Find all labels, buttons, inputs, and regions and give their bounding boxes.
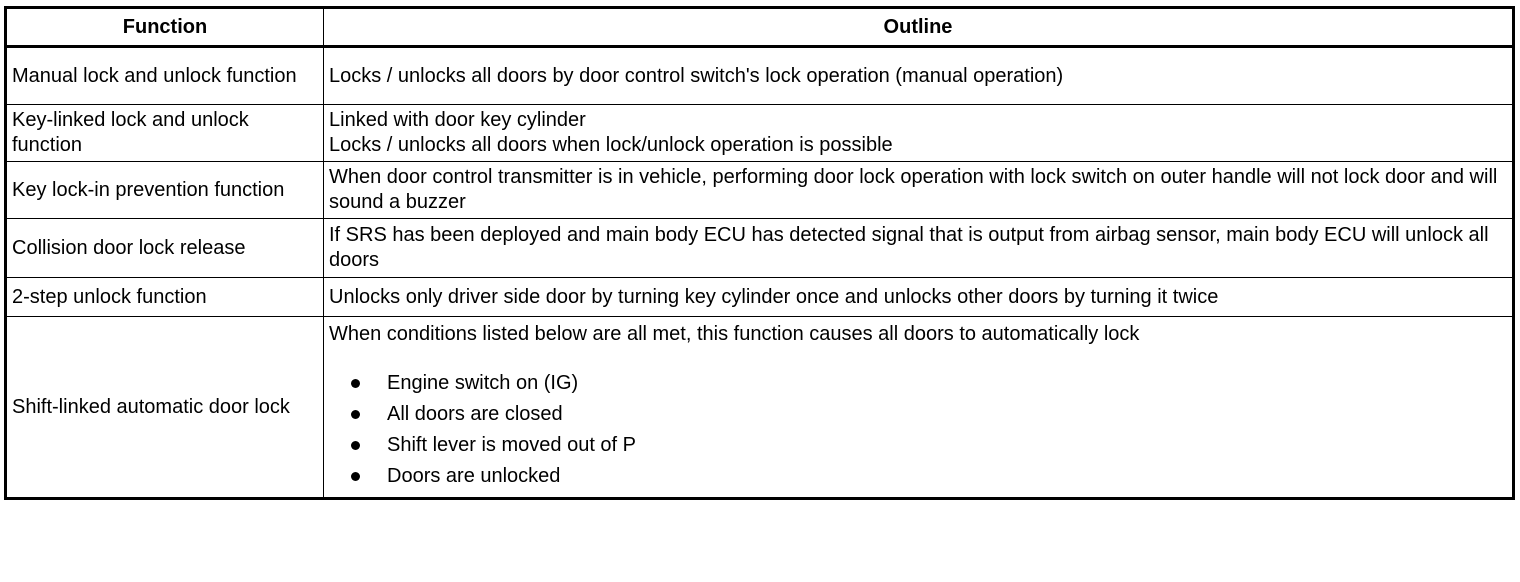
table-header-row: [6, 8, 1514, 47]
condition-text: All doors are closed: [387, 403, 563, 425]
table-row: [6, 219, 1514, 278]
outline-intro: When conditions listed below are all met, this function causes all doors to automatically lock: [329, 323, 1140, 345]
function-outline-table: [4, 6, 1515, 500]
function-cell: Shift-linked automatic door lock: [6, 317, 324, 499]
table-row: [6, 317, 1514, 499]
bullet-dot-icon: [351, 410, 360, 419]
function-column-header: Function: [6, 8, 324, 47]
list-item: [349, 399, 1507, 430]
outline-line: Unlocks only driver side door by turning key cylinder once and unlocks other doors by turning it twice: [329, 285, 1219, 308]
outline-line: Linked with door key cylinder: [329, 109, 586, 131]
outline-line: If SRS has been deployed and main body ECU has detected signal that is output from airbag sensor, main body ECU will unlock all doors: [329, 224, 1489, 271]
function-cell: 2-step unlock function: [6, 278, 324, 317]
outline-line: When door control transmitter is in vehicle, performing door lock operation with lock switch on outer handle will not lock door and will sound a buzzer: [329, 166, 1498, 213]
outline-cell: [324, 317, 1514, 499]
function-cell: Key-linked lock and unlock function: [6, 105, 324, 162]
table-row: [6, 278, 1514, 317]
list-item: [349, 461, 1507, 492]
function-cell: Key lock-in prevention function: [6, 162, 324, 219]
bullet-dot-icon: [351, 379, 360, 388]
table-row: [6, 105, 1514, 162]
table-row: [6, 47, 1514, 105]
outline-cell: [324, 278, 1514, 317]
outline-column-header: Outline: [324, 8, 1514, 47]
bullet-dot-icon: [351, 472, 360, 481]
outline-cell: [324, 219, 1514, 278]
bullet-dot-icon: [351, 441, 360, 450]
list-item: [349, 368, 1507, 399]
list-item: [349, 430, 1507, 461]
condition-text: Shift lever is moved out of P: [387, 434, 637, 456]
function-cell: Collision door lock release: [6, 219, 324, 278]
outline-line: Locks / unlocks all doors by door control switch's lock operation (manual operation): [329, 64, 1064, 87]
function-cell: Manual lock and unlock function: [6, 47, 324, 105]
conditions-list: [329, 368, 1507, 492]
function-outline-document: [4, 6, 1512, 500]
condition-text: Doors are unlocked: [387, 465, 561, 487]
condition-text: Engine switch on (IG): [387, 372, 579, 394]
outline-cell: [324, 47, 1514, 105]
outline-cell: [324, 162, 1514, 219]
table-row: [6, 162, 1514, 219]
outline-cell: [324, 105, 1514, 162]
outline-line: Locks / unlocks all doors when lock/unlock operation is possible: [329, 134, 893, 156]
